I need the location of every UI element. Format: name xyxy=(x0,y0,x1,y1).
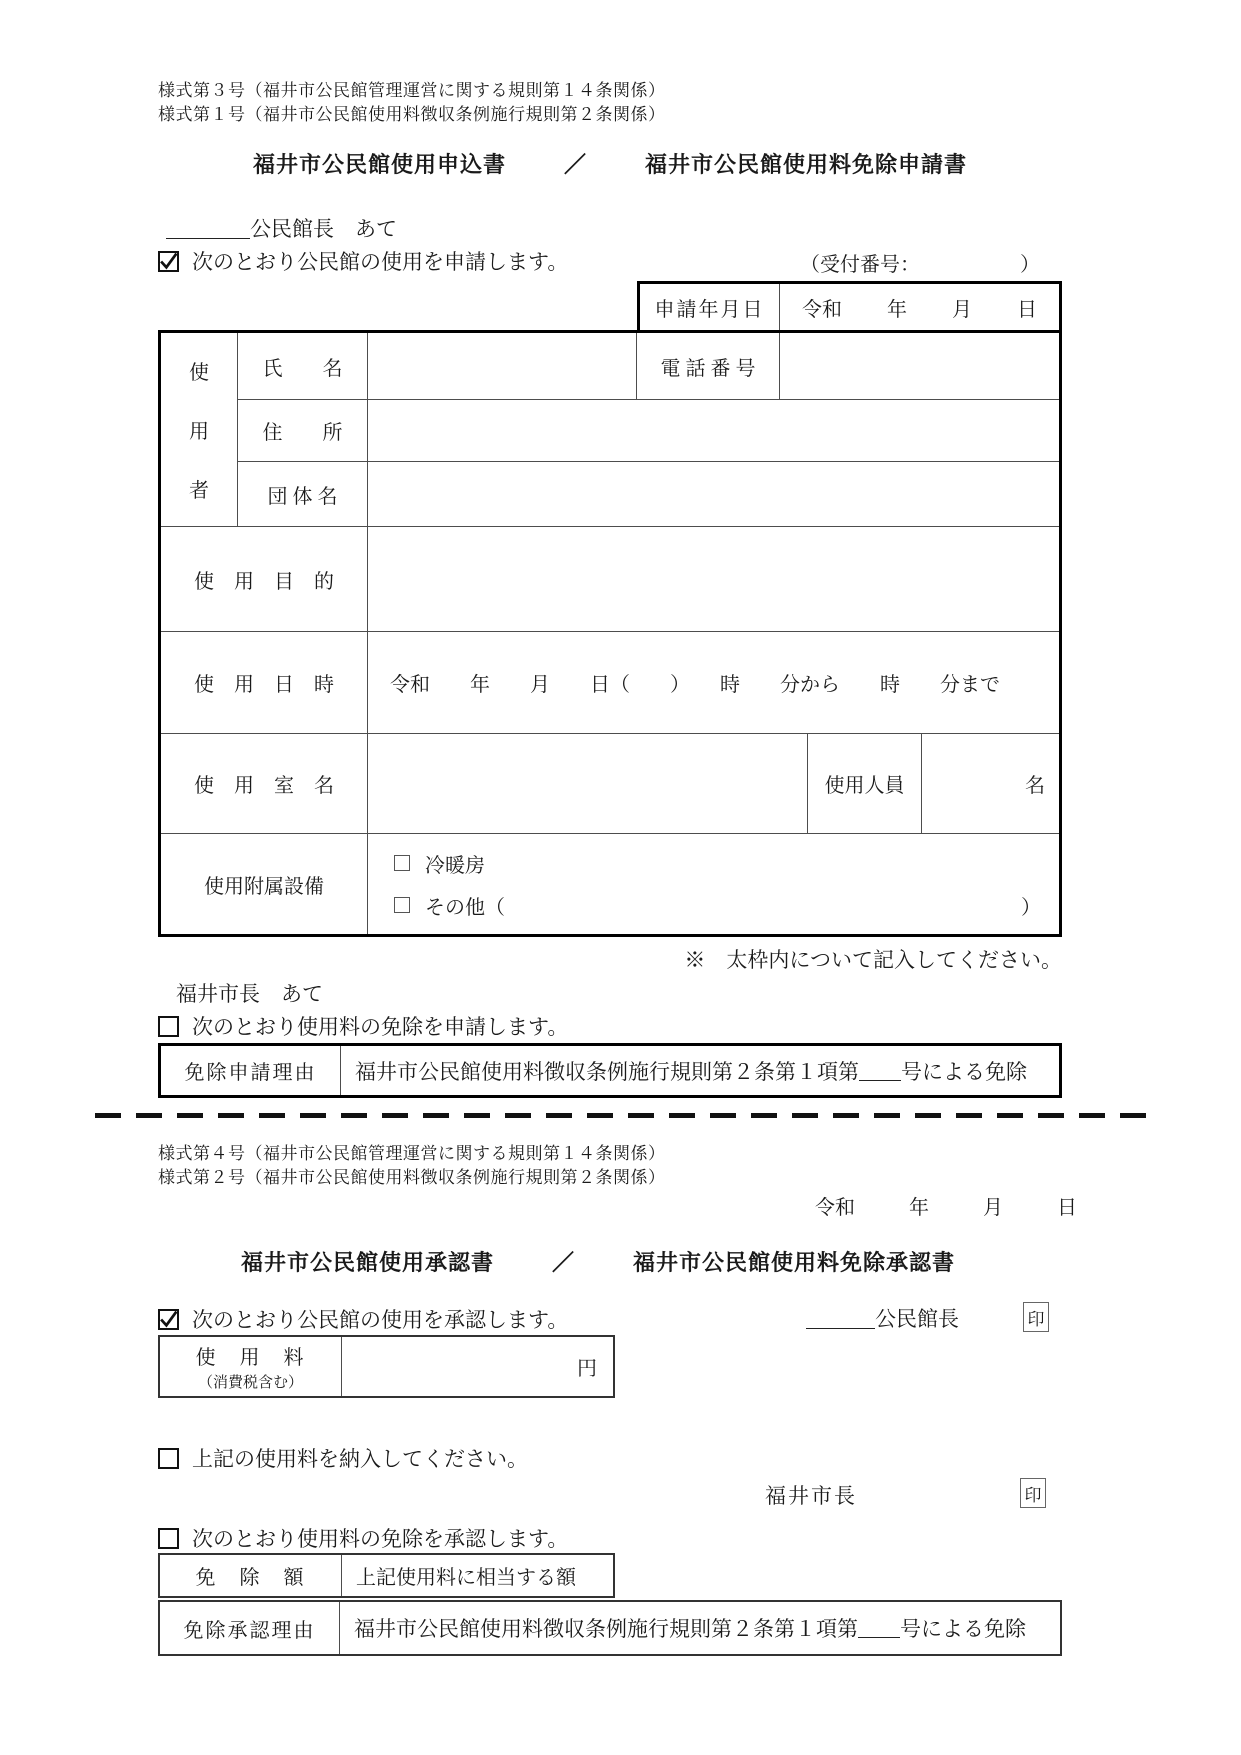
exemption-apply-row xyxy=(158,1011,568,1041)
room-label: 使 用 室 名 xyxy=(161,734,368,834)
apply-statement-row xyxy=(158,246,568,276)
approval-note-1: 様式第４号（福井市公民館管理運営に関する規則第１４条関係） xyxy=(158,1144,666,1163)
director-label: 公民館長 xyxy=(875,1307,959,1331)
equipment-label: 使用附属設備 xyxy=(161,834,368,934)
organization-label: 団 体 名 xyxy=(238,462,368,527)
mayor-addressee: 福井市長 あて xyxy=(176,982,323,1006)
other-equipment-checkbox[interactable] xyxy=(394,897,410,913)
address-label: 住 所 xyxy=(238,400,368,462)
equipment-options-cell xyxy=(368,834,1059,934)
exemption-approve-reason-table xyxy=(158,1600,1062,1656)
user-group-header xyxy=(161,333,238,527)
receipt-number-field[interactable] xyxy=(800,248,1040,277)
people-count-label: 使用人員 xyxy=(808,734,922,834)
receipt-number-label: （受付番号： xyxy=(800,254,920,276)
form-note-1: 様式第３号（福井市公民館管理運営に関する規則第１４条関係） xyxy=(158,81,666,100)
form-note-2: 様式第１号（福井市公民館使用料徴収条例施行規則第２条関係） xyxy=(158,105,666,124)
month-label: 月 xyxy=(983,1197,1003,1219)
title-slash: ／ xyxy=(563,152,587,177)
day-label: 日 xyxy=(1017,298,1037,321)
director-addressee-label: 公民館長 あて xyxy=(250,217,397,241)
receipt-number-close: ） xyxy=(1020,254,1040,276)
apply-checkbox[interactable] xyxy=(158,251,179,272)
exemption-amount-label: 免 除 額 xyxy=(160,1555,342,1596)
exemption-approve-checkbox[interactable] xyxy=(158,1528,179,1549)
exemption-reason-text-after: 号による免除 xyxy=(901,1059,1027,1084)
phone-label: 電 話 番 号 xyxy=(637,333,780,400)
exemption-reason-table xyxy=(158,1043,1062,1098)
other-equipment-label: その他（ xyxy=(425,896,505,919)
month-label: 月 xyxy=(952,298,972,321)
check-icon xyxy=(159,253,178,270)
exemption-reason-value xyxy=(341,1046,1059,1095)
application-title xyxy=(158,148,1062,179)
approve-statement: 次のとおり公民館の使用を承認します。 xyxy=(192,1308,569,1332)
director-signature-blank[interactable] xyxy=(806,1308,875,1329)
check-icon xyxy=(159,1311,178,1328)
name-input-cell[interactable] xyxy=(368,333,637,400)
address-input-cell[interactable] xyxy=(368,400,1059,462)
exemption-approve-row xyxy=(158,1523,568,1553)
fee-label: 使 用 料 xyxy=(195,1347,306,1369)
user-char-3: 者 xyxy=(189,480,209,502)
people-count-input-cell[interactable]: 名 xyxy=(922,734,1059,834)
application-date-label: 申請年月日 xyxy=(640,284,780,330)
exemption-apply-checkbox[interactable] xyxy=(158,1016,179,1037)
exemption-apply-statement: 次のとおり使用料の免除を申請します。 xyxy=(192,1015,569,1039)
purpose-label: 使 用 目 的 xyxy=(161,527,368,632)
approve-checkbox[interactable] xyxy=(158,1309,179,1330)
fee-label-cell xyxy=(160,1337,342,1396)
fee-amount-cell[interactable]: 円 xyxy=(577,1358,597,1380)
organization-input-cell[interactable] xyxy=(368,462,1059,527)
mayor-stamp-box: 印 xyxy=(1020,1478,1046,1508)
datetime-input-cell[interactable]: 令和 年 月 日（ ） 時 分から 時 分まで xyxy=(368,632,1059,734)
title-usage-application: 福井市公民館使用申込書 xyxy=(252,152,506,177)
approve-clause-number-blank[interactable] xyxy=(858,1618,900,1639)
title-slash: ／ xyxy=(551,1250,575,1275)
phone-input-cell[interactable] xyxy=(780,333,1059,400)
year-label: 年 xyxy=(887,298,907,321)
title-fee-exemption-application: 福井市公民館使用料免除申請書 xyxy=(645,152,968,177)
application-main-table xyxy=(158,330,1062,937)
director-stamp-box: 印 xyxy=(1023,1302,1049,1332)
approval-title xyxy=(158,1246,1038,1277)
other-equipment-close-paren: ） xyxy=(1021,896,1041,919)
exemption-clause-number-blank[interactable] xyxy=(859,1060,901,1081)
name-label: 氏 名 xyxy=(238,333,368,400)
exemption-amount-table xyxy=(158,1553,615,1598)
purpose-input-cell[interactable] xyxy=(368,527,1059,632)
exemption-reason-text-before: 福井市公民館使用料徴収条例施行規則第２条第１項第 xyxy=(355,1059,859,1084)
fee-table xyxy=(158,1335,615,1398)
exemption-approve-reason-label: 免除承認理由 xyxy=(160,1602,340,1654)
equipment-option-heating-row xyxy=(394,849,1041,878)
bold-frame-note: ※ 太枠内について記入してください。 xyxy=(684,948,1062,972)
title-fee-exemption-approval: 福井市公民館使用料免除承認書 xyxy=(633,1250,956,1275)
cut-line-divider xyxy=(95,1113,1148,1118)
fee-tax-note: （消費税含む） xyxy=(197,1375,303,1391)
year-label: 年 xyxy=(909,1197,929,1219)
approval-note-2: 様式第２号（福井市公民館使用料徴収条例施行規則第２条関係） xyxy=(158,1168,666,1187)
application-date-value[interactable] xyxy=(780,284,1059,330)
user-char-1: 使 xyxy=(189,362,209,384)
exemption-approve-statement: 次のとおり使用料の免除を承認します。 xyxy=(192,1527,569,1551)
equipment-option-other-row xyxy=(394,891,1041,920)
approve-reason-text-before: 福井市公民館使用料徴収条例施行規則第２条第１項第 xyxy=(354,1617,858,1641)
era-label: 令和 xyxy=(802,298,842,321)
application-date-table xyxy=(637,281,1062,330)
heating-option-label: 冷暖房 xyxy=(425,854,485,877)
pay-statement-row xyxy=(158,1443,528,1473)
director-addressee-line xyxy=(166,213,397,243)
exemption-reason-label: 免除申請理由 xyxy=(161,1046,341,1095)
exemption-approve-reason-value xyxy=(340,1602,1060,1654)
apply-statement: 次のとおり公民館の使用を申請します。 xyxy=(192,250,569,274)
approve-reason-text-after: 号による免除 xyxy=(900,1617,1026,1641)
approval-date-line[interactable] xyxy=(815,1191,1077,1220)
mayor-signature-label: 福井市長 xyxy=(765,1484,857,1508)
room-input-cell[interactable] xyxy=(368,734,808,834)
exemption-amount-value: 上記使用料に相当する額 xyxy=(356,1567,576,1589)
user-char-2: 用 xyxy=(189,421,209,443)
director-signature-line xyxy=(806,1303,959,1333)
title-usage-approval: 福井市公民館使用承認書 xyxy=(240,1250,494,1275)
era-label: 令和 xyxy=(815,1197,855,1219)
director-name-blank[interactable] xyxy=(166,218,250,239)
heating-checkbox[interactable] xyxy=(394,855,410,871)
datetime-label: 使 用 日 時 xyxy=(161,632,368,734)
day-label: 日 xyxy=(1057,1197,1077,1219)
pay-statement: 上記の使用料を納入してください。 xyxy=(192,1447,528,1471)
pay-checkbox[interactable] xyxy=(158,1448,179,1469)
approve-statement-row xyxy=(158,1304,568,1334)
